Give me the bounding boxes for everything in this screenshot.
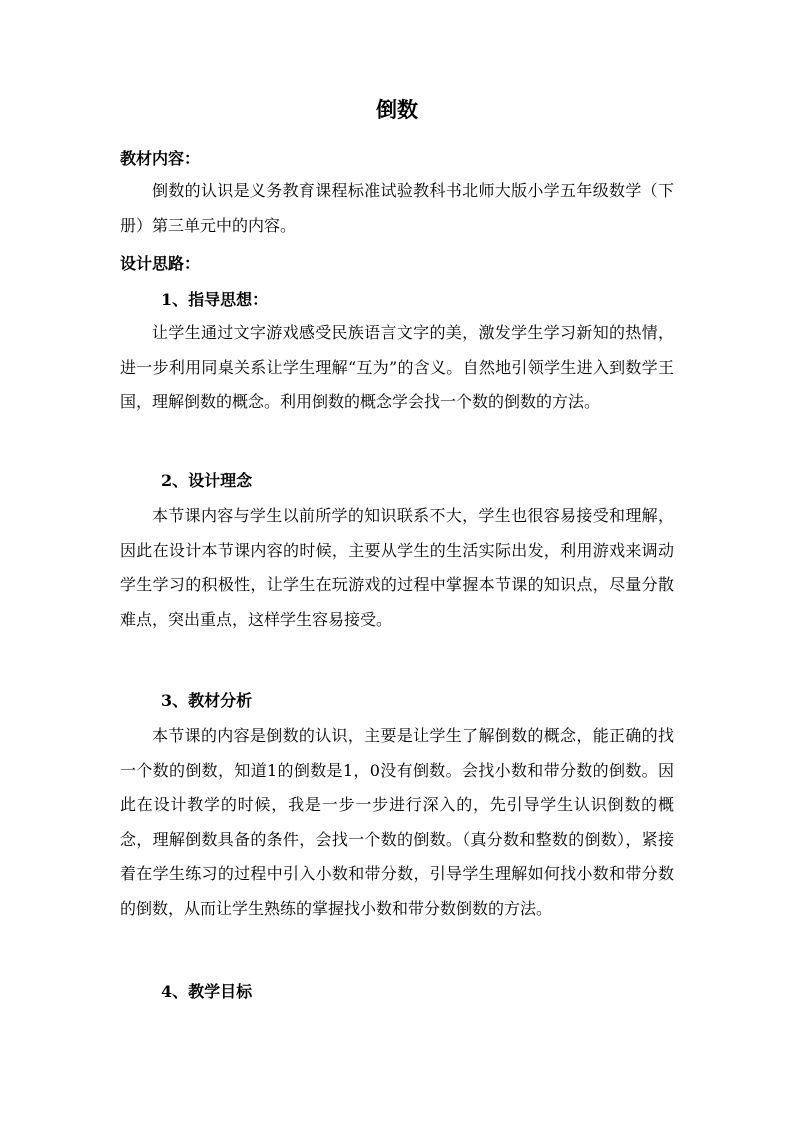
paragraph-guiding-thought: 让学生通过文字游戏感受民族语言文字的美，激发学生学习新知的热情，进一步利用同桌关系让学生理解“互为”的含义。自然地引领学生进入到数学王国，理解倒数的概念。利用倒数的概念学会找一个数的倒数的方法。: [120, 323, 674, 411]
section-heading-design: 设计思路：: [120, 254, 201, 273]
document-title: 倒数: [376, 97, 418, 122]
section-heading-materials: 教材内容：: [120, 149, 201, 168]
paragraph-material-analysis: 本节课的内容是倒数的认识，主要是让学生了解倒数的概念，能正确的找一个数的倒数，知道1的倒数是1，0没有倒数。会找小数和带分数的倒数。因此在设计教学的时候，我是一步一步进行深入的，先引导学生认识倒数的概念，理解倒数具备的条件，会找一个数的倒数。（真分数和整数的倒数），紧接着在学生练习的过程中引入小数和带分数，引导学生理解如何找小数和带分数的倒数，从而让学生熟练的掌握找小数和带分数倒数的方法。: [120, 726, 674, 918]
subheading-guiding-thought: 1、指导思想：: [161, 290, 269, 309]
subheading-teaching-goals: 4、教学目标: [161, 982, 253, 1001]
subheading-material-analysis: 3、教材分析: [161, 691, 253, 710]
paragraph-design-concept: 本节课内容与学生以前所学的知识联系不大，学生也很容易接受和理解，因此在设计本节课内容的时候，主要从学生的生活实际出发，利用游戏来调动学生学习的积极性，让学生在玩游戏的过程中掌握本节课的知识点，尽量分散难点，突出重点，这样学生容易接受。: [120, 506, 674, 629]
paragraph-materials: 倒数的认识是义务教育课程标准试验教科书北师大版小学五年级数学（下册）第三单元中的内容。: [120, 181, 674, 235]
subheading-design-concept: 2、设计理念: [161, 471, 253, 490]
